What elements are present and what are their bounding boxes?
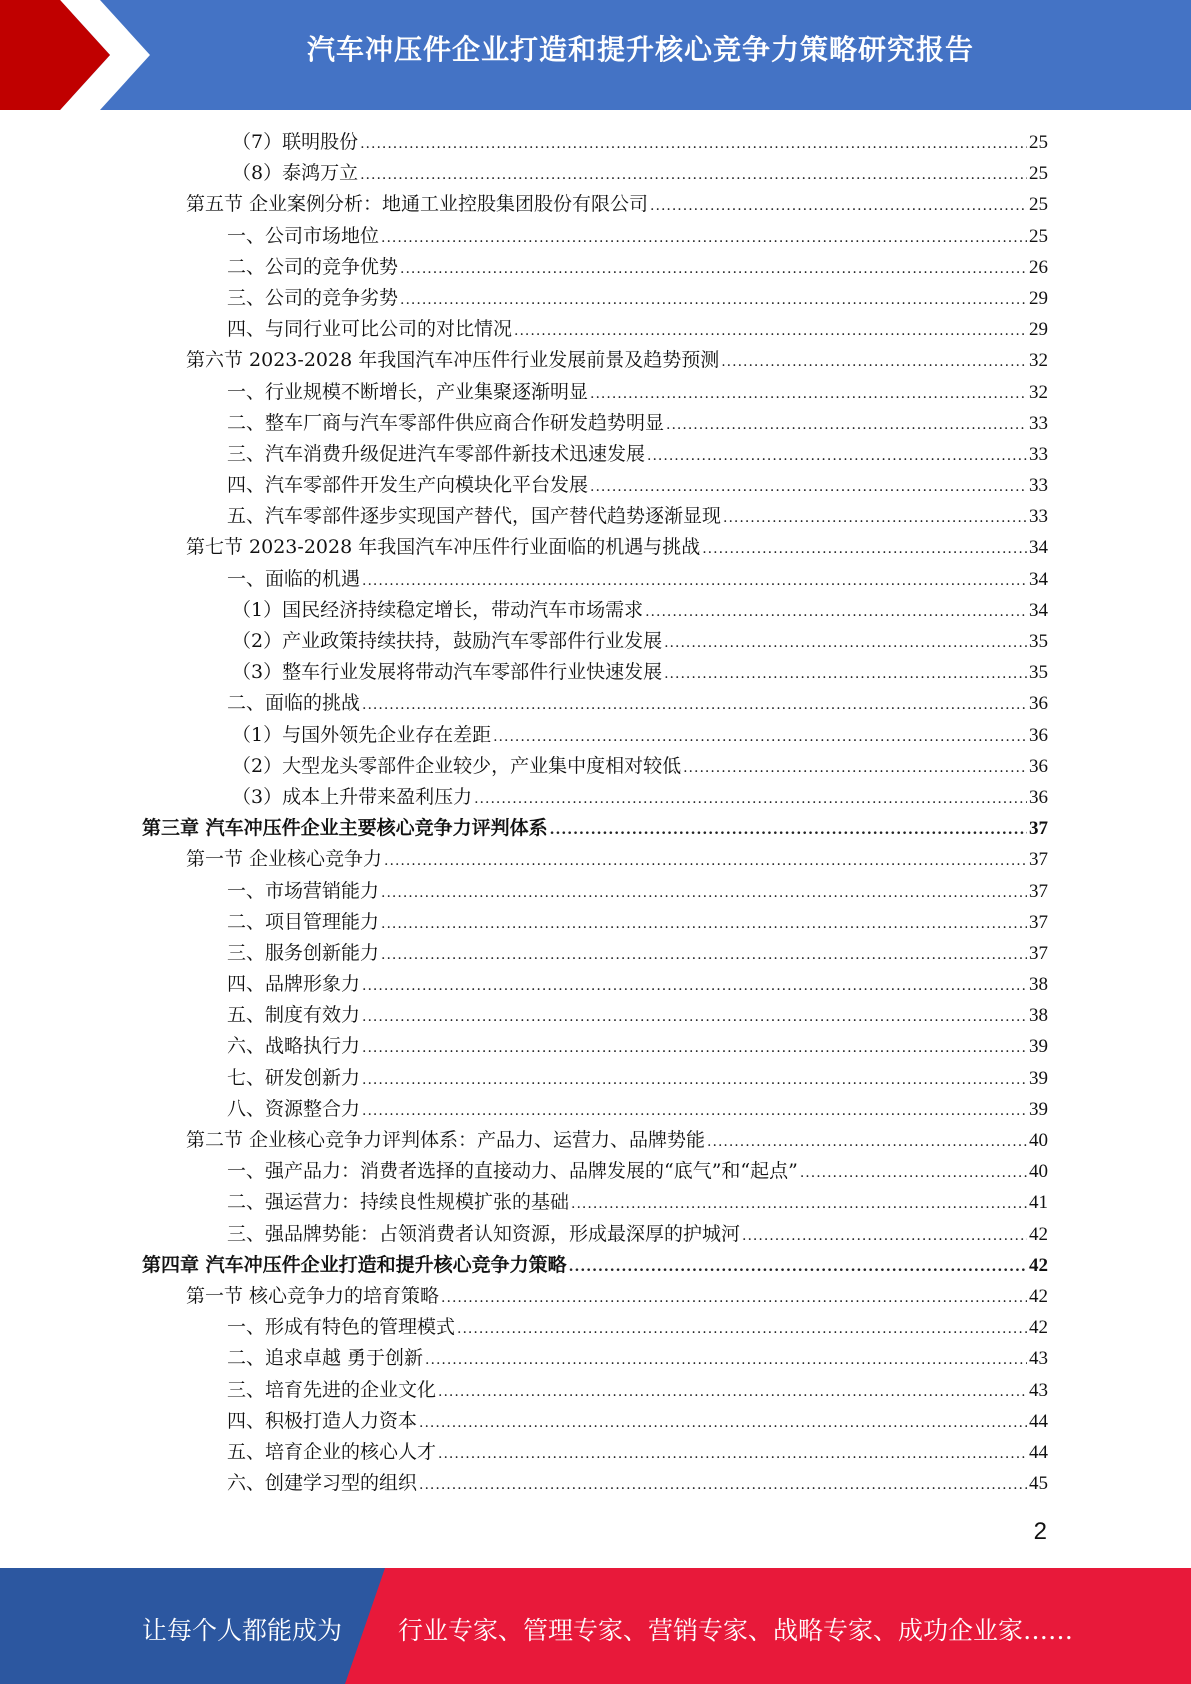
toc-dot-leader bbox=[384, 846, 1027, 877]
toc-entry[interactable] bbox=[142, 1312, 1048, 1343]
toc-entry-page: 33 bbox=[1029, 506, 1048, 528]
toc-entry-page: 39 bbox=[1029, 1098, 1048, 1120]
toc-entry-page: 37 bbox=[1029, 818, 1048, 840]
toc-entry-title: 八、资源整合力 bbox=[227, 1097, 361, 1120]
toc-entry-page: 25 bbox=[1029, 132, 1048, 153]
toc-entry-page: 40 bbox=[1029, 1130, 1048, 1151]
toc-entry[interactable] bbox=[142, 564, 1048, 595]
toc-entry[interactable] bbox=[142, 782, 1048, 813]
toc-entry[interactable] bbox=[142, 252, 1048, 283]
toc-entry[interactable] bbox=[142, 657, 1048, 688]
toc-entry[interactable] bbox=[142, 751, 1048, 782]
toc-entry-title: 一、行业规模不断增长，产业集聚逐渐明显 bbox=[227, 380, 589, 403]
toc-dot-leader bbox=[800, 1158, 1027, 1189]
toc-entry[interactable] bbox=[142, 1281, 1048, 1312]
toc-dot-leader bbox=[514, 316, 1027, 347]
toc-entry-page: 41 bbox=[1029, 1192, 1048, 1214]
toc-entry[interactable] bbox=[142, 1343, 1048, 1374]
toc-dot-leader bbox=[647, 441, 1027, 472]
toc-entry-page: 36 bbox=[1029, 693, 1048, 715]
toc-entry-title: 四、积极打造人力资本 bbox=[227, 1409, 418, 1432]
toc-entry-title: 四、汽车零部件开发生产向模块化平台发展 bbox=[227, 474, 589, 497]
toc-entry-title: 三、公司的竞争劣势 bbox=[227, 286, 399, 309]
toc-dot-leader bbox=[723, 503, 1027, 534]
toc-dot-leader bbox=[683, 753, 1027, 784]
toc-entry-title: （3）整车行业发展将带动汽车零部件行业快速发展 bbox=[232, 661, 663, 684]
toc-entry[interactable] bbox=[142, 938, 1048, 969]
toc-entry-page: 43 bbox=[1029, 1348, 1048, 1370]
toc-entry[interactable] bbox=[142, 876, 1048, 907]
toc-entry-title: 四、品牌形象力 bbox=[227, 973, 361, 996]
toc-entry-page: 37 bbox=[1029, 849, 1048, 871]
toc-entry-page: 45 bbox=[1029, 1473, 1048, 1495]
toc-entry[interactable] bbox=[142, 283, 1048, 314]
toc-entry-title: 三、培育先进的企业文化 bbox=[227, 1378, 437, 1401]
toc-entry[interactable] bbox=[142, 1094, 1048, 1125]
toc-entry-page: 37 bbox=[1029, 942, 1048, 964]
toc-entry[interactable] bbox=[142, 1468, 1048, 1499]
toc-entry-page: 35 bbox=[1029, 662, 1048, 684]
toc-entry[interactable] bbox=[142, 844, 1048, 875]
toc-dot-leader bbox=[664, 659, 1027, 690]
toc-dot-leader bbox=[419, 1408, 1027, 1439]
toc-entry-title: 三、服务创新能力 bbox=[227, 941, 380, 964]
toc-entry-title: （7）联明股份 bbox=[232, 131, 359, 153]
toc-entry[interactable] bbox=[142, 720, 1048, 751]
toc-entry[interactable] bbox=[142, 1125, 1048, 1156]
toc-entry[interactable] bbox=[142, 595, 1048, 626]
toc-entry-page: 32 bbox=[1029, 381, 1048, 403]
toc-dot-leader bbox=[362, 1065, 1027, 1096]
toc-dot-leader bbox=[381, 223, 1027, 254]
toc-dot-leader bbox=[590, 472, 1027, 503]
toc-entry[interactable] bbox=[142, 345, 1048, 376]
toc-entry-title: 七、研发创新力 bbox=[227, 1066, 361, 1089]
toc-entry-title: 五、汽车零部件逐步实现国产替代，国产替代趋势逐渐显现 bbox=[227, 505, 722, 528]
toc-entry-page: 25 bbox=[1029, 163, 1048, 185]
toc-dot-leader bbox=[721, 347, 1027, 378]
toc-entry-page: 34 bbox=[1029, 568, 1048, 590]
toc-dot-leader bbox=[381, 940, 1027, 971]
toc-entry-page: 29 bbox=[1029, 287, 1048, 309]
toc-entry[interactable] bbox=[142, 907, 1048, 938]
toc-entry[interactable] bbox=[142, 501, 1048, 532]
toc-dot-leader bbox=[569, 1252, 1027, 1283]
toc-entry-title: 二、强运营力：持续良性规模扩张的基础 bbox=[227, 1191, 570, 1214]
toc-entry-title: 第一节 企业核心竞争力 bbox=[186, 848, 383, 871]
toc-dot-leader bbox=[438, 1377, 1027, 1408]
toc-dot-leader bbox=[381, 909, 1027, 940]
toc-entry[interactable] bbox=[142, 1406, 1048, 1437]
toc-entry-title: 一、公司市场地位 bbox=[227, 224, 380, 247]
toc-entry[interactable] bbox=[142, 1219, 1048, 1250]
toc-dot-leader bbox=[590, 379, 1027, 410]
toc-entry-title: （3）成本上升带来盈利压力 bbox=[232, 785, 473, 808]
toc-entry-title: 五、培育企业的核心人才 bbox=[227, 1440, 437, 1463]
report-title: 汽车冲压件企业打造和提升核心竞争力策略研究报告 bbox=[306, 33, 974, 66]
toc-dot-leader bbox=[550, 815, 1027, 846]
toc-entry-page: 25 bbox=[1029, 194, 1048, 216]
toc-entry[interactable] bbox=[142, 1250, 1048, 1281]
toc-entry-page: 33 bbox=[1029, 412, 1048, 434]
toc-entry-page: 33 bbox=[1029, 443, 1048, 465]
toc-entry[interactable] bbox=[142, 189, 1048, 220]
toc-entry[interactable] bbox=[142, 470, 1048, 501]
toc-entry-page: 42 bbox=[1029, 1223, 1048, 1245]
toc-entry-title: 第三章 汽车冲压件企业主要核心竞争力评判体系 bbox=[142, 817, 548, 840]
toc-entry[interactable] bbox=[142, 377, 1048, 408]
toc-dot-leader bbox=[650, 191, 1027, 222]
toc-entry[interactable] bbox=[142, 1375, 1048, 1406]
toc-entry-title: 第四章 汽车冲压件企业打造和提升核心竞争力策略 bbox=[142, 1253, 567, 1276]
header-arrow-icon bbox=[0, 0, 160, 110]
toc-entry[interactable] bbox=[142, 127, 1048, 158]
toc-entry-title: （1）国民经济持续稳定增长，带动汽车市场需求 bbox=[232, 598, 644, 621]
toc-dot-leader bbox=[742, 1221, 1027, 1252]
toc-entry-page: 39 bbox=[1029, 1067, 1048, 1089]
toc-entry-title: 三、强品牌势能：占领消费者认知资源，形成最深厚的护城河 bbox=[227, 1222, 741, 1245]
toc-entry-page: 26 bbox=[1029, 256, 1048, 278]
toc-entry-title: 第五节 企业案例分析：地通工业控股集团股份有限公司 bbox=[186, 193, 649, 216]
toc-entry[interactable] bbox=[142, 1000, 1048, 1031]
toc-dot-leader bbox=[457, 1314, 1027, 1345]
toc-entry-title: 第二节 企业核心竞争力评判体系：产品力、运营力、品牌势能 bbox=[186, 1129, 706, 1151]
toc-entry-title: 二、项目管理能力 bbox=[227, 910, 380, 933]
toc-dot-leader bbox=[474, 784, 1027, 815]
toc-entry-title: 二、整车厂商与汽车零部件供应商合作研发趋势明显 bbox=[227, 411, 665, 434]
toc-entry-title: 二、追求卓越 勇于创新 bbox=[227, 1347, 424, 1370]
toc-dot-leader bbox=[362, 1096, 1027, 1127]
page-number: 2 bbox=[1033, 1518, 1047, 1545]
toc-dot-leader bbox=[362, 566, 1027, 597]
toc-entry-page: 42 bbox=[1029, 1254, 1048, 1276]
toc-entry[interactable] bbox=[142, 439, 1048, 470]
toc-entry-title: （1）与国外领先企业存在差距 bbox=[232, 723, 492, 746]
toc-dot-leader bbox=[707, 1127, 1027, 1158]
toc-dot-leader bbox=[441, 1283, 1027, 1314]
toc-dot-leader bbox=[362, 690, 1027, 721]
toc-entry-page: 44 bbox=[1029, 1441, 1048, 1463]
toc-dot-leader bbox=[645, 597, 1027, 628]
toc-entry[interactable] bbox=[142, 221, 1048, 252]
toc-entry-page: 42 bbox=[1029, 1317, 1048, 1339]
toc-entry-page: 34 bbox=[1029, 599, 1048, 621]
toc-entry-page: 40 bbox=[1029, 1161, 1048, 1183]
toc-dot-leader bbox=[362, 971, 1027, 1002]
toc-dot-leader bbox=[571, 1189, 1027, 1220]
toc-entry-page: 38 bbox=[1029, 974, 1048, 996]
toc-dot-leader bbox=[664, 628, 1027, 659]
toc-entry-title: 二、面临的挑战 bbox=[227, 692, 361, 715]
toc-entry[interactable] bbox=[142, 1156, 1048, 1187]
toc-dot-leader bbox=[438, 1439, 1027, 1470]
toc-dot-leader bbox=[360, 160, 1027, 191]
page-header bbox=[0, 0, 1191, 110]
toc-entry-page: 39 bbox=[1029, 1036, 1048, 1058]
toc-entry-page: 36 bbox=[1029, 724, 1048, 746]
toc-entry-title: 一、强产品力：消费者选择的直接动力、品牌发展的“底气”和“起点” bbox=[227, 1160, 798, 1183]
toc-entry[interactable] bbox=[142, 1031, 1048, 1062]
toc-entry[interactable] bbox=[142, 158, 1048, 189]
toc-entry[interactable] bbox=[142, 1063, 1048, 1094]
toc-dot-leader bbox=[666, 410, 1027, 441]
toc-entry-page: 36 bbox=[1029, 755, 1048, 777]
toc-entry-page: 29 bbox=[1029, 319, 1048, 341]
table-of-contents bbox=[142, 127, 1048, 1499]
toc-entry[interactable] bbox=[142, 813, 1048, 844]
toc-entry-page: 43 bbox=[1029, 1379, 1048, 1401]
toc-entry[interactable] bbox=[142, 1437, 1048, 1468]
toc-entry-title: （2）大型龙头零部件企业较少，产业集中度相对较低 bbox=[232, 754, 682, 777]
toc-entry-title: 一、市场营销能力 bbox=[227, 879, 380, 902]
toc-entry-title: （2）产业政策持续扶持，鼓励汽车零部件行业发展 bbox=[232, 630, 663, 652]
toc-entry[interactable] bbox=[142, 1187, 1048, 1218]
toc-entry-title: 六、战略执行力 bbox=[227, 1035, 361, 1058]
toc-entry-page: 37 bbox=[1029, 880, 1048, 902]
toc-entry-title: 第六节 2023-2028 年我国汽车冲压件行业发展前景及趋势预测 bbox=[186, 349, 720, 372]
toc-entry[interactable] bbox=[142, 969, 1048, 1000]
toc-entry[interactable] bbox=[142, 626, 1048, 657]
footer-slogan-left: 让每个人都能成为 bbox=[142, 1616, 343, 1645]
toc-entry-title: 三、汽车消费升级促进汽车零部件新技术迅速发展 bbox=[227, 442, 646, 465]
toc-dot-leader bbox=[381, 878, 1027, 909]
toc-entry[interactable] bbox=[142, 408, 1048, 439]
toc-entry-title: 五、制度有效力 bbox=[227, 1004, 361, 1027]
toc-dot-leader bbox=[702, 534, 1027, 565]
page-footer bbox=[0, 1568, 1191, 1684]
toc-dot-leader bbox=[360, 129, 1027, 160]
toc-entry-page: 44 bbox=[1029, 1410, 1048, 1432]
toc-dot-leader bbox=[362, 1033, 1027, 1064]
toc-entry-page: 42 bbox=[1029, 1285, 1048, 1307]
toc-entry-title: （8）泰鸿万立 bbox=[232, 162, 359, 185]
toc-entry[interactable] bbox=[142, 314, 1048, 345]
toc-entry-title: 一、形成有特色的管理模式 bbox=[227, 1316, 456, 1339]
toc-entry-title: 第七节 2023-2028 年我国汽车冲压件行业面临的机遇与挑战 bbox=[186, 536, 701, 559]
toc-entry-page: 32 bbox=[1029, 350, 1048, 372]
toc-entry[interactable] bbox=[142, 688, 1048, 719]
toc-entry-page: 25 bbox=[1029, 225, 1048, 247]
toc-entry-title: 第一节 核心竞争力的培育策略 bbox=[186, 1284, 440, 1307]
toc-entry-page: 34 bbox=[1029, 537, 1048, 559]
toc-entry[interactable] bbox=[142, 532, 1048, 563]
toc-dot-leader bbox=[425, 1345, 1027, 1376]
toc-entry-title: 六、创建学习型的组织 bbox=[227, 1472, 418, 1495]
toc-dot-leader bbox=[493, 722, 1027, 753]
toc-entry-title: 四、与同行业可比公司的对比情况 bbox=[227, 318, 513, 341]
footer-slogan-right: 行业专家、管理专家、营销专家、战略专家、成功企业家…… bbox=[398, 1616, 1074, 1645]
toc-entry-page: 33 bbox=[1029, 475, 1048, 497]
toc-entry-title: 一、面临的机遇 bbox=[227, 567, 361, 590]
toc-entry-page: 38 bbox=[1029, 1005, 1048, 1027]
toc-dot-leader bbox=[362, 1002, 1027, 1033]
toc-entry-title: 二、公司的竞争优势 bbox=[227, 255, 399, 278]
toc-entry-page: 36 bbox=[1029, 786, 1048, 808]
toc-dot-leader bbox=[419, 1470, 1027, 1501]
toc-entry-page: 35 bbox=[1029, 631, 1048, 652]
toc-dot-leader bbox=[400, 285, 1027, 316]
toc-dot-leader bbox=[400, 254, 1027, 285]
toc-entry-page: 37 bbox=[1029, 911, 1048, 933]
